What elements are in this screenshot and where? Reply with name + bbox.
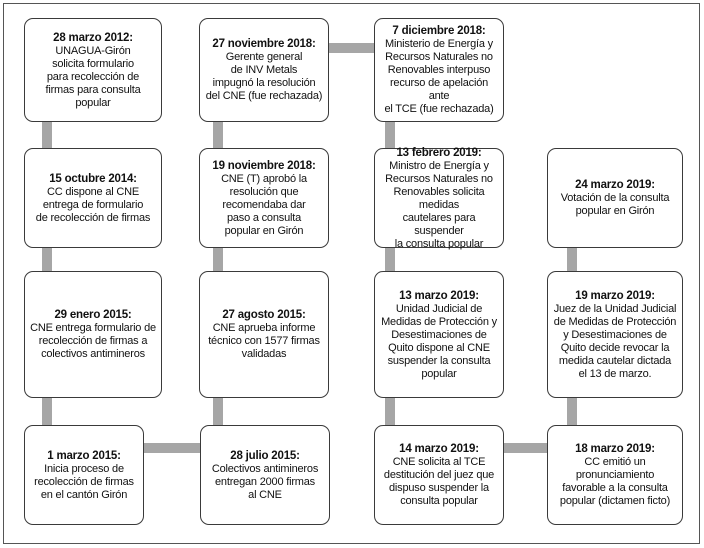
event-date: 7 diciembre 2018: — [392, 25, 486, 37]
event-card — [24, 425, 144, 525]
event-card — [24, 271, 162, 398]
event-text: CC dispone al CNE entrega de formulario de recolección de firmas — [35, 185, 151, 224]
event-card — [374, 425, 504, 525]
event-date: 24 marzo 2019: — [575, 179, 655, 191]
event-card — [199, 148, 329, 248]
event-text: CNE solicita al TCE destitución del juez que dispuso suspender la consulta popular — [383, 456, 495, 507]
event-text: Juez de la Unidad Judicial de Medidas de Protección y Desestimaciones de Quito decide revocar la medida cautelar dictada el 13 de marzo. — [553, 302, 677, 380]
event-date: 13 febrero 2019: — [396, 146, 482, 159]
event-card — [547, 425, 683, 525]
event-date: 28 marzo 2012: — [53, 31, 133, 44]
event-text: Unidad Judicial de Medidas de Protección y Desestimaciones de Quito dispone al CNE suspender la consulta popular — [381, 302, 497, 380]
event-date: 13 marzo 2019: — [399, 289, 479, 302]
event-text: Votación de la consulta popular en Girón — [560, 192, 670, 217]
event-text: CC emitió un pronunciamiento favorable a la consulta popular (dictamen ficto) — [559, 456, 671, 507]
event-text: Ministro de Energía y Recursos Naturales no Renovables solicita medidas cautelares para suspender la consulta popular — [385, 159, 493, 250]
event-text: UNAGUA-Girón solicita formulario para recolección de firmas para consulta popular — [45, 44, 141, 109]
event-text: CNE aprueba informe técnico con 1577 firmas validadas — [208, 322, 320, 360]
event-date: 19 marzo 2019: — [575, 289, 655, 302]
event-date: 14 marzo 2019: — [399, 443, 479, 455]
event-date: 27 agosto 2015: — [222, 309, 306, 321]
event-card — [200, 425, 330, 525]
event-text: CNE (T) aprobó la resolución que recomendaba dar paso a consulta popular en Girón — [221, 172, 307, 237]
event-card — [24, 18, 162, 122]
event-text: Ministerio de Energía y Recursos Naturales no Renovables interpuso recurso de apelación ante el TCE (fue rechazada) — [384, 38, 494, 115]
event-text: Gerente general de INV Metals impugnó la resolución del CNE (fue rechazada) — [205, 51, 323, 102]
event-card — [547, 148, 683, 248]
event-card — [199, 271, 329, 398]
event-date: 15 octubre 2014: — [49, 172, 137, 185]
event-card — [374, 18, 504, 122]
event-date: 18 marzo 2019: — [575, 443, 655, 455]
event-card — [199, 18, 329, 122]
event-date: 28 julio 2015: — [230, 449, 300, 462]
event-card — [374, 148, 504, 248]
event-date: 29 enero 2015: — [54, 309, 132, 321]
event-text: CNE entrega formulario de recolección de firmas a colectivos antimineros — [30, 322, 156, 360]
event-card — [374, 271, 504, 398]
event-date: 19 noviembre 2018: — [212, 159, 316, 172]
event-date: 27 noviembre 2018: — [212, 38, 316, 50]
event-text: Inicia proceso de recolección de firmas en el cantón Girón — [34, 462, 134, 501]
event-date: 1 marzo 2015: — [47, 449, 121, 462]
event-card — [547, 271, 683, 398]
event-text: Colectivos antimineros entregan 2000 firmas al CNE — [211, 462, 319, 501]
event-card — [24, 148, 162, 248]
